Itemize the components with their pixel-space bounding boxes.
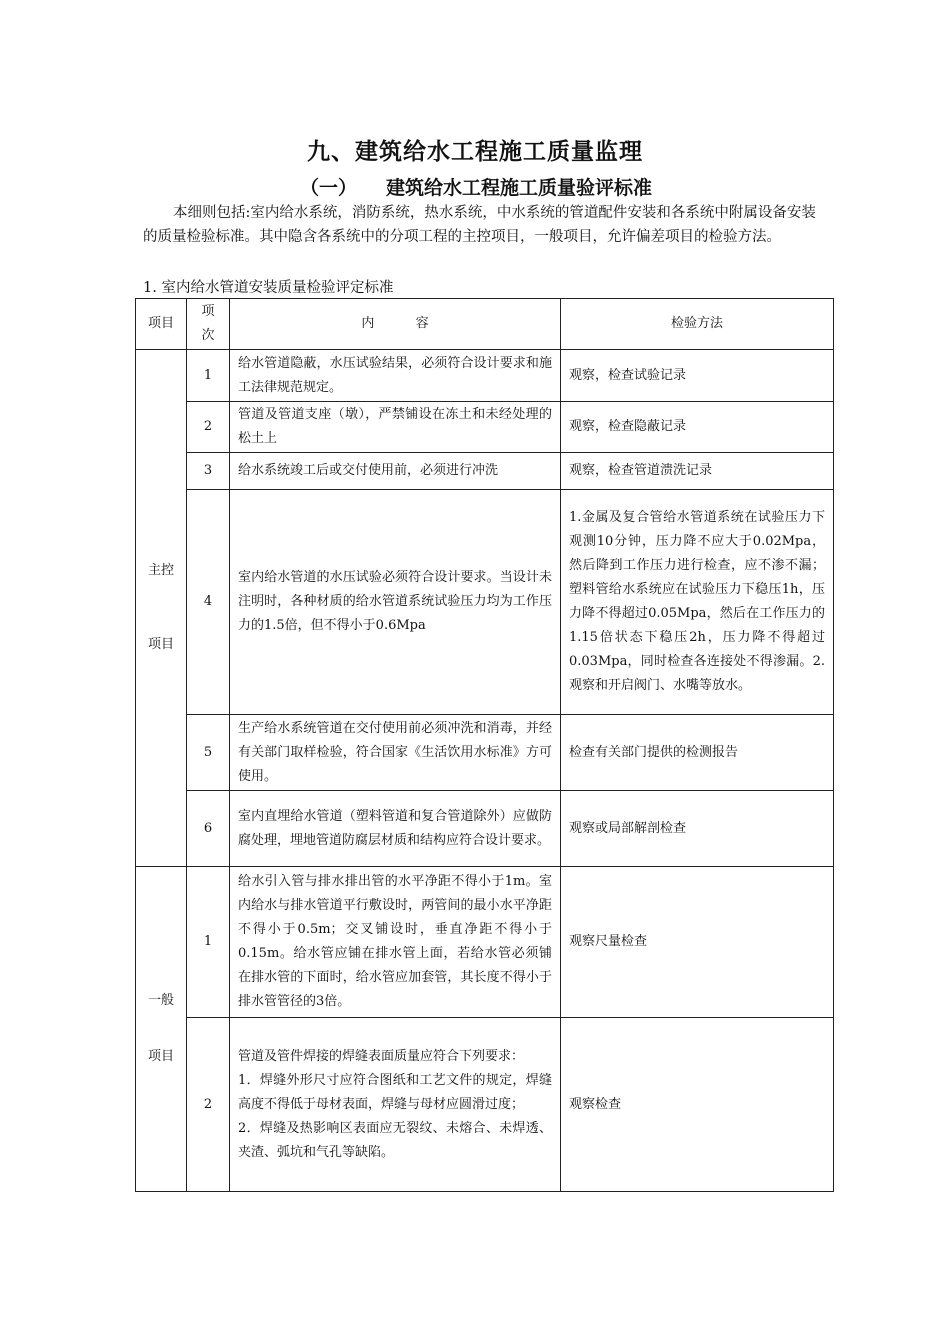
row-seq: 4 — [187, 490, 230, 715]
row-method: 观察或局部解剖检查 — [561, 791, 834, 867]
row-content — [230, 1018, 561, 1192]
category-general: 一般 项目 — [136, 867, 187, 1192]
table-row — [136, 350, 834, 402]
row-method: 观察，检查管道溃洗记录 — [561, 453, 834, 490]
row-seq: 5 — [187, 715, 230, 791]
content-item-1: 1．焊缝外形尺寸应符合图纸和工艺文件的规定，焊缝高度不得低于母材表面，焊缝与母材应圆滑过度； — [238, 1072, 552, 1112]
row-method: 观察尺量检查 — [561, 867, 834, 1018]
table-header-row — [136, 299, 834, 350]
section-heading: 1. 室内给水管道安装质量检验评定标准 — [143, 280, 394, 296]
table-row — [136, 715, 834, 791]
section-subtitle — [300, 173, 652, 200]
row-content: 室内给水管道的水压试验必须符合设计要求。当设计未注明时，各种材质的给水管道系统试验压力均为工作压力的1.5倍，但不得小于0.6Mpa — [230, 490, 561, 715]
intro-text: 本细则包括:室内给水系统，消防系统，热水系统，中水系统的管道配件安装和各系统中附属设备安装的质量检验标准。其中隐含各系统中的分项工程的主控项目，一般项目，允许偏差项目的检验方法。 — [143, 205, 816, 245]
row-seq: 2 — [187, 402, 230, 453]
row-method: 观察，检查隐蔽记录 — [561, 402, 834, 453]
intro-paragraph — [143, 202, 823, 249]
category-main-control: 主控 项目 — [136, 350, 187, 867]
table-row — [136, 791, 834, 867]
row-method: 观察，检查试验记录 — [561, 350, 834, 402]
row-content: 管道及管道支座（墩），严禁铺设在冻土和未经处理的松土上 — [230, 402, 561, 453]
row-method: 检查有关部门提供的检测报告 — [561, 715, 834, 791]
row-content: 给水管道隐蔽，水压试验结果，必须符合设计要求和施工法律规范规定。 — [230, 350, 561, 402]
row-seq: 6 — [187, 791, 230, 867]
subtitle-text: 建筑给水工程施工质量验评标准 — [386, 177, 653, 199]
content-intro: 管道及管件焊接的焊缝表面质量应符合下列要求： — [238, 1048, 525, 1064]
table-row — [136, 1018, 834, 1192]
table-row — [136, 867, 834, 1018]
row-content: 室内直埋给水管道（塑料管道和复合管道除外）应做防腐处理，埋地管道防腐层材质和结构应符合设计要求。 — [230, 791, 561, 867]
header-method: 检验方法 — [561, 299, 834, 350]
row-seq: 1 — [187, 867, 230, 1018]
header-seq: 项 次 — [187, 299, 230, 350]
content-item-2: 2．焊缝及热影响区表面应无裂纹、未熔合、未焊透、夹渣、弧坑和气孔等缺陷。 — [238, 1120, 552, 1160]
row-method: 观察检查 — [561, 1018, 834, 1192]
row-method: 1.金属及复合管给水管道系统在试验压力下观测10分钟，压力降不应大于0.02Mpa，然后降到工作压力进行检查，应不渗不漏；塑料管给水系统应在试验压力下稳压1h，压力降不得超过0.05Mpa，然后在工作压力的1.15倍状态下稳压2h，压力降不得超过0.03Mpa，同时检查各连接处不得渗漏。2.观察和开启阀门、水嘴等放水。 — [561, 490, 834, 715]
subtitle-number: （一） — [300, 177, 358, 199]
row-seq: 2 — [187, 1018, 230, 1192]
quality-standard-table — [135, 298, 834, 1192]
row-seq: 3 — [187, 453, 230, 490]
row-content: 给水系统竣工后或交付使用前，必须进行冲洗 — [230, 453, 561, 490]
table-row — [136, 402, 834, 453]
header-item: 项目 — [136, 299, 187, 350]
page-title: 九、建筑给水工程施工质量监理 — [307, 139, 643, 165]
row-content: 给水引入管与排水排出管的水平净距不得小于1m。室内给水与排水管道平行敷设时，两管间的最小水平净距不得小于0.5m；交叉铺设时，垂直净距不得小于0.15m。给水管应铺在排水管上面，若给水管必须铺在排水管的下面时，给水管应加套管，其长度不得小于排水管管径的3倍。 — [230, 867, 561, 1018]
header-content: 内 容 — [230, 299, 561, 350]
row-content: 生产给水系统管道在交付使用前必须冲洗和消毒，并经有关部门取样检验，符合国家《生活饮用水标准》方可使用。 — [230, 715, 561, 791]
table-row — [136, 453, 834, 490]
table-row — [136, 490, 834, 715]
row-seq: 1 — [187, 350, 230, 402]
